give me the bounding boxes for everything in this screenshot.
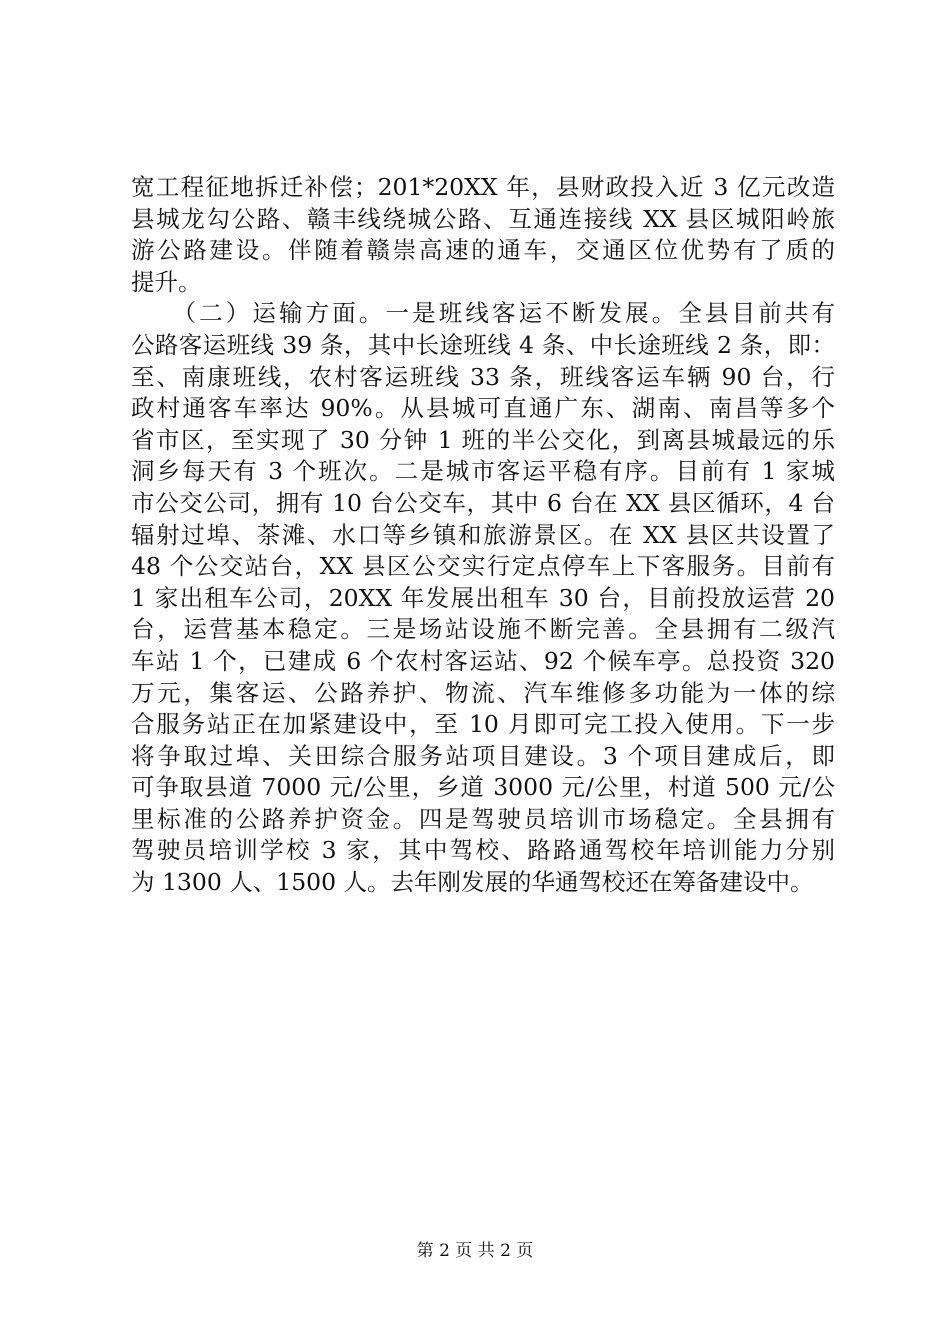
text-line: 48 个公交站台，XX 县区公交实行定点停车上下客服务。目前有	[131, 552, 835, 581]
text-line: 万元，集客运、公路养护、物流、汽车维修多功能为一体的综	[131, 678, 835, 707]
page-number-footer: 第 2 页 共 2 页	[416, 1241, 534, 1261]
text-line: （二）运输方面。一是班线客运不断发展。全县目前共有	[131, 299, 835, 328]
text-line: 为 1300 人、1500 人。去年刚发展的华通驾校还在筹备建设中。	[131, 868, 814, 897]
text-line: 合服务站正在加紧建设中，至 10 月即可完工投入使用。下一步	[131, 710, 835, 739]
text-line: 宽工程征地拆迁补偿；201*20XX 年，县财政投入近 3 亿元改造	[131, 173, 835, 201]
text-line: 1 家出租车公司，20XX 年发展出租车 30 台，目前投放运营 20	[131, 583, 835, 612]
body-text	[131, 172, 835, 899]
text-line: 县城龙勾公路、赣丰线绕城公路、互通连接线 XX 县区城阳岭旅	[131, 204, 835, 233]
text-line: 市公交公司，拥有 10 台公交车，其中 6 台在 XX 县区循环，4 台	[131, 488, 835, 517]
text-line: 可争取县道 7000 元/公里，乡道 3000 元/公里，村道 500 元/公	[131, 773, 835, 802]
text-line: 公路客运班线 39 条，其中长途班线 4 条、中长途班线 2 条，即：	[131, 330, 835, 359]
text-line: 提升。	[131, 267, 202, 296]
text-line: 政村通客车率达 90%。从县城可直通广东、湖南、南昌等多个	[131, 394, 835, 423]
text-line: 车站 1 个，已建成 6 个农村客运站、92 个候车亭。总投资 320	[131, 646, 835, 675]
text-line: 将争取过埠、关田综合服务站项目建设。3 个项目建成后，即	[131, 741, 835, 770]
text-line: 省市区，至实现了 30 分钟 1 班的半公交化，到离县城最远的乐	[131, 425, 835, 454]
text-line: 里标准的公路养护资金。四是驾驶员培训市场稳定。全县拥有	[131, 804, 835, 833]
text-line: 辐射过埠、茶滩、水口等乡镇和旅游景区。在 XX 县区共设置了	[131, 520, 835, 549]
text-line: 游公路建设。伴随着赣崇高速的通车，交通区位优势有了质的	[131, 236, 835, 265]
text-line: 洞乡每天有 3 个班次。二是城市客运平稳有序。目前有 1 家城	[131, 457, 835, 486]
text-line: 驾驶员培训学校 3 家，其中驾校、路路通驾校年培训能力分别	[131, 836, 835, 865]
text-line: 台，运营基本稳定。三是场站设施不断完善。全县拥有二级汽	[131, 615, 835, 644]
text-line: 至、南康班线，农村客运班线 33 条，班线客运车辆 90 台，行	[131, 362, 835, 391]
